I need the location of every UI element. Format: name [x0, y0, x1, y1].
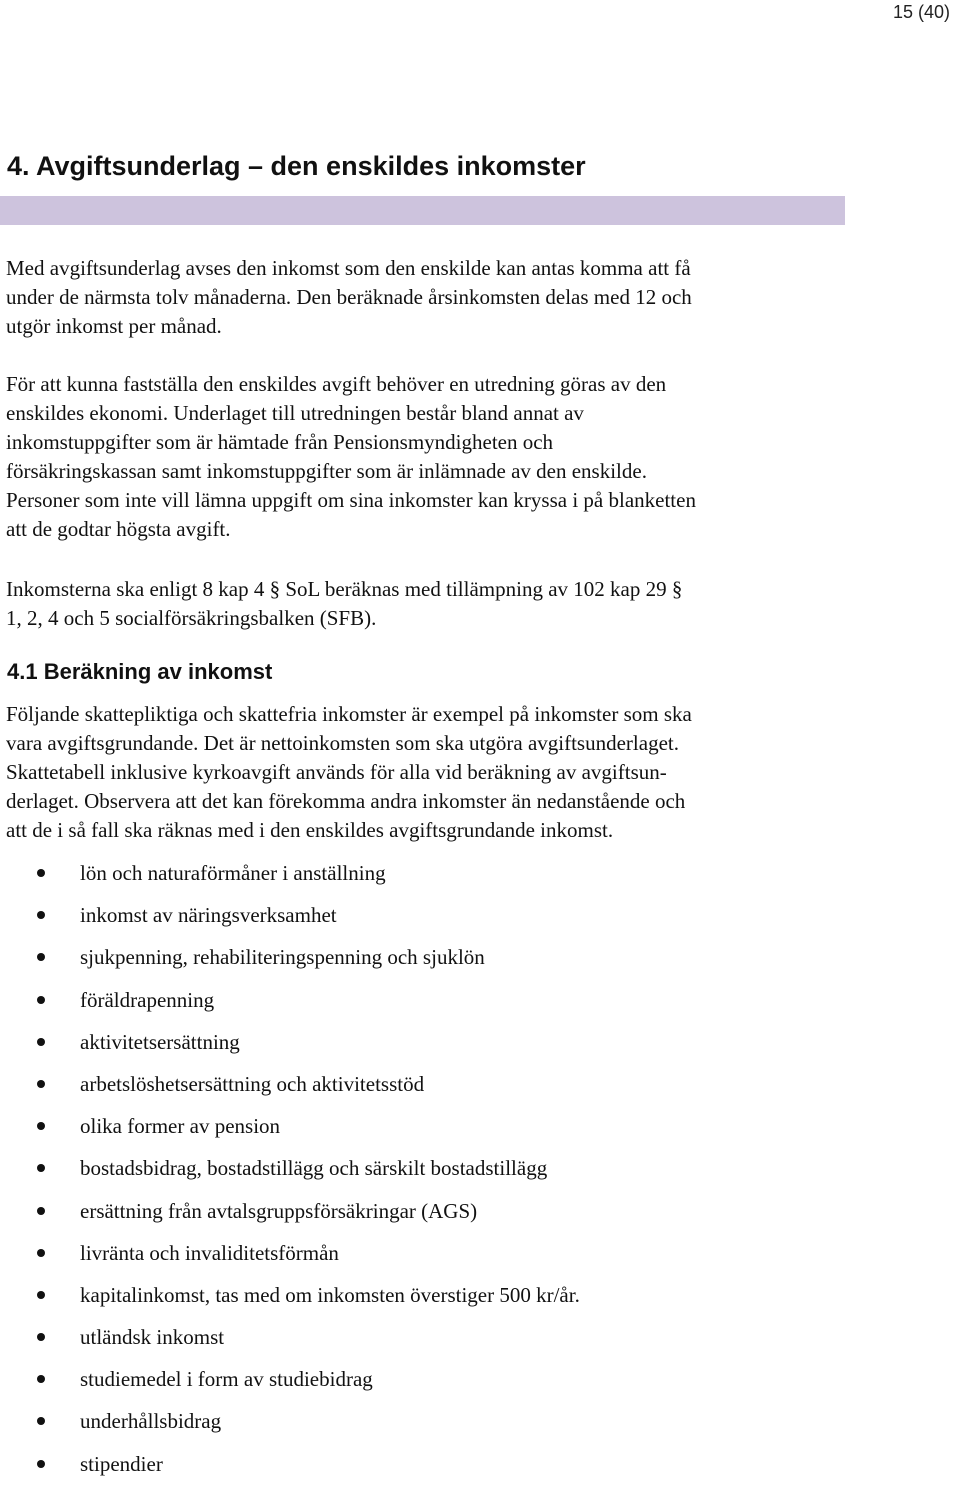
text-line: För att kunna fastställa den enskildes avgift behöver en utredning göras av den [6, 372, 667, 396]
page-number: 15 (40) [892, 2, 950, 22]
list-item-label: lön och naturaförmåner i anställning [80, 861, 386, 885]
section-heading: 4. Avgiftsunderlag – den enskildes inkomster [7, 151, 586, 181]
list-item-label: livränta och invaliditetsförmån [80, 1240, 339, 1265]
list-item-label: aktivitetsersättning [80, 1029, 240, 1054]
list-item-label: underhållsbidrag [80, 1409, 222, 1434]
list-item-label: ersättning från avtalsgruppsförsäkringar (AGS) [80, 1198, 478, 1223]
text-line: att de i så fall ska räknas med i den enskildes avgiftsgrundande inkomst. [6, 818, 614, 842]
list-item-label: sjukpenning, rehabiliteringspenning och sjuklön [80, 945, 485, 970]
bullet-icon [37, 1122, 45, 1130]
intro-paragraph-2 [6, 370, 886, 544]
list-item-label: studiemedel i form av studiebidrag [80, 1367, 373, 1392]
list-item-label: kapitalinkomst, tas med om inkomsten överstiger 500 kr/år. [80, 1282, 580, 1307]
bullet-icon [37, 1460, 45, 1468]
text-line: derlaget. Observera att det kan förekomma andra inkomster än nedanstående och [6, 789, 686, 813]
bullet-icon [37, 869, 45, 877]
bullet-icon [37, 1038, 45, 1046]
text-line: under de närmsta tolv månaderna. Den beräknade årsinkomsten delas med 12 och [6, 285, 692, 309]
list-item-label: bostadsbidrag, bostadstillägg och särskilt bostadstillägg [80, 1156, 548, 1181]
bullet-icon [37, 953, 45, 961]
bullet-icon [37, 1164, 45, 1172]
intro-paragraph-3 [6, 575, 886, 633]
text-line: Inkomsterna ska enligt 8 kap 4 § SoL beräknas med tillämpning av 102 kap 29 § [6, 577, 683, 601]
list-item-label: inkomst av näringsverksamhet [80, 903, 337, 928]
subsection-heading: 4.1 Beräkning av inkomst [7, 659, 273, 684]
bullet-icon [37, 1249, 45, 1257]
bullet-icon [37, 1375, 45, 1383]
text-line: enskildes ekonomi. Underlaget till utredningen består bland annat av [6, 401, 584, 425]
bullet-icon [37, 1333, 45, 1341]
bullet-icon [37, 1207, 45, 1215]
text-line: Personer som inte vill lämna uppgift om sina inkomster kan kryssa i på blanketten [6, 488, 696, 512]
bullet-icon [37, 1291, 45, 1299]
text-line: inkomstuppgifter som är hämtade från Pensionsmyndigheten och [6, 430, 554, 454]
heading-underline-bar [0, 196, 845, 225]
list-item-label: föräldrapenning [80, 987, 215, 1012]
text-line: att de godtar högsta avgift. [6, 517, 231, 541]
text-line: vara avgiftsgrundande. Det är nettoinkomsten som ska utgöra avgiftsunderlaget. [6, 731, 679, 755]
subsection-paragraph [6, 700, 886, 845]
bullet-icon [37, 911, 45, 919]
list-item-label: olika former av pension [80, 1114, 281, 1139]
text-line: utgör inkomst per månad. [6, 314, 222, 338]
text-line: 1, 2, 4 och 5 socialförsäkringsbalken (SFB). [6, 606, 377, 630]
list-item-label: arbetslöshetsersättning och aktivitetsstöd [80, 1071, 425, 1096]
text-line: Följande skattepliktiga och skattefria inkomster är exempel på inkomster som ska [6, 702, 692, 726]
bullet-icon [37, 996, 45, 1004]
text-line: Med avgiftsunderlag avses den inkomst som den enskilde kan antas komma att få [6, 256, 691, 280]
bullet-icon [37, 1417, 45, 1425]
list-item-label: stipendier [80, 1451, 163, 1476]
bullet-icon [37, 1080, 45, 1088]
list-item-label: utländsk inkomst [80, 1325, 225, 1350]
text-line: Skattetabell inklusive kyrkoavgift används för alla vid beräkning av avgiftsun- [6, 760, 667, 784]
text-line: försäkringskassan samt inkomstuppgifter som är inlämnade av den enskilde. [6, 459, 647, 483]
intro-paragraph-1 [6, 254, 886, 341]
